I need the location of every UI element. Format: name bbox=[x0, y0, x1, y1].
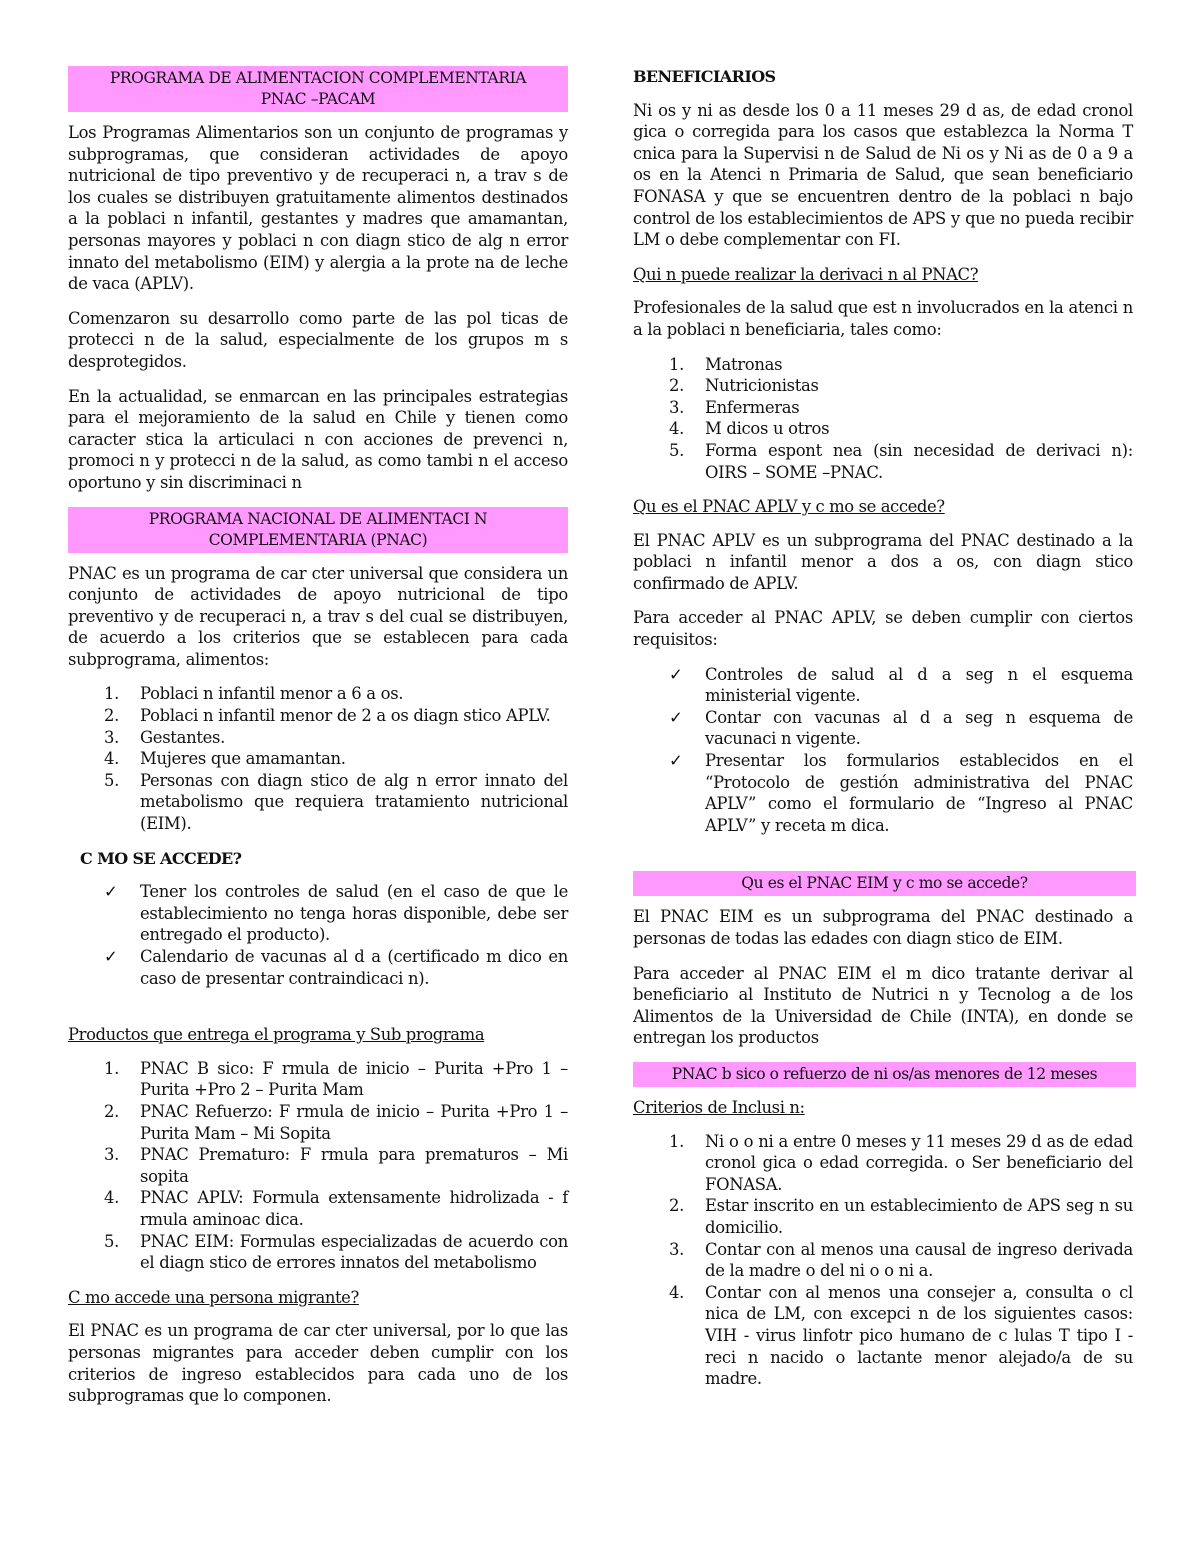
list-item: 2. Nutricionistas bbox=[669, 376, 819, 396]
list-item: 5. Forma espont nea (sin necesidad de derivaci n): OIRS – SOME –PNAC. bbox=[669, 440, 1133, 482]
numbered-list bbox=[68, 683, 568, 834]
section-header-basico: PNAC b sico o refuerzo de ni os/as menores de 12 meses bbox=[633, 1062, 1136, 1087]
list-item: 3. Enfermeras bbox=[669, 397, 800, 417]
check-icon: ✓ bbox=[104, 947, 118, 966]
list-item: 3. Gestantes. bbox=[104, 727, 226, 747]
check-icon: ✓ bbox=[669, 664, 683, 684]
header-line: PROGRAMA DE ALIMENTACION COMPLEMENTARIA bbox=[109, 69, 527, 87]
paragraph: El PNAC es un programa de car cter universal, por lo que las personas migrantes para acceder deben cumplir con los criterios de ingreso establecidos para cada uno de los subprogramas que lo componen. bbox=[68, 1321, 568, 1406]
numbered-list bbox=[633, 1131, 1133, 1390]
check-list bbox=[633, 664, 1133, 837]
heading-como-se-accede: C MO SE ACCEDE? bbox=[80, 848, 242, 868]
check-icon: ✓ bbox=[669, 751, 683, 771]
paragraph: El PNAC APLV es un subprograma del PNAC destinado a la poblaci n infantil menor a dos a os, con diagn stico confirmado de APLV. bbox=[633, 530, 1133, 593]
paragraph: PNAC es un programa de car cter universal que considera un conjunto de actividades de apoyo nutricional de tipo preventivo y de recuperaci n, a trav s del cual se distribuyen, de acuerdo a los criterios que se establecen para cada subprograma, alimentos: bbox=[68, 563, 568, 669]
list-item: 5. Personas con diagn stico de alg n error innato del metabolismo que requiera tratamiento nutricional (EIM). bbox=[104, 770, 568, 834]
heading-quien-deriva: Qui n puede realizar la derivaci n al PNAC? bbox=[633, 264, 979, 284]
list-item: 3. Contar con al menos una causal de ingreso derivada de la madre o del ni o o ni a. bbox=[669, 1239, 1133, 1281]
list-item: 2. PNAC Refuerzo: F rmula de inicio – Purita +Pro 1 – Purita Mam – Mi Sopita bbox=[104, 1101, 568, 1143]
paragraph: Para acceder al PNAC EIM el m dico tratante derivar al beneficiario al Instituto de Nutrici n y Tecnolog a de los Alimentos de la Universidad de Chile (INTA), en donde se entregan los productos bbox=[633, 963, 1133, 1048]
check-icon: ✓ bbox=[669, 707, 683, 727]
list-item: ✓ Controles de salud al d a seg n el esquema ministerial vigente. bbox=[669, 664, 1133, 706]
section-header-eim: Qu es el PNAC EIM y c mo se accede? bbox=[633, 871, 1136, 896]
paragraph: Los Programas Alimentarios son un conjunto de programas y subprogramas, que consideran actividades de apoyo nutricional de tipo preventivo y de recuperaci n, a trav s de los cuales se distribuyen gratuitamente alimentos destinados a la poblaci n infantil, gestantes y madres que amamantan, personas mayores y poblaci n con diagn stico de alg n error innato del metabolismo (EIM) y alergia a la prote na de leche de vaca (APLV). bbox=[68, 123, 568, 294]
paragraph: En la actualidad, se enmarcan en las principales estrategias para el mejoramiento de la salud en Chile y tienen como caracter stica la articulaci n con acciones de prevenci n, promoci n y protecci n de la salud, as como tambi n el acceso oportuno y sin discriminaci n bbox=[68, 386, 568, 492]
header-line: COMPLEMENTARIA (PNAC) bbox=[208, 530, 428, 549]
paragraph: Comenzaron su desarrollo como parte de las pol ticas de protecci n de la salud, especialmente de los grupos m s desprotegidos. bbox=[68, 308, 568, 371]
left-column bbox=[68, 66, 568, 1420]
list-item: 3. PNAC Prematuro: F rmula para prematuros – Mi sopita bbox=[104, 1145, 568, 1186]
heading-migrante: C mo accede una persona migrante? bbox=[68, 1287, 359, 1307]
check-icon: ✓ bbox=[104, 882, 118, 902]
paragraph: Profesionales de la salud que est n involucrados en la atenci n a la poblaci n beneficiaria, tales como: bbox=[633, 298, 1133, 339]
list-item: 1. Poblaci n infantil menor a 6 a os. bbox=[104, 684, 404, 704]
paragraph: El PNAC EIM es un subprograma del PNAC destinado a personas de todas las edades con diagn stico de EIM. bbox=[633, 907, 1133, 948]
list-item: ✓ Calendario de vacunas al d a (certificado m dico en caso de presentar contraindicaci n). bbox=[104, 947, 568, 988]
section-header-pnac bbox=[68, 507, 568, 553]
list-item: ✓ Contar con vacunas al d a seg n esquema de vacunaci n vigente. bbox=[669, 707, 1133, 749]
heading-beneficiarios: BENEFICIARIOS bbox=[633, 67, 776, 86]
list-item: 4. PNAC APLV: Formula extensamente hidrolizada - f rmula aminoac dica. bbox=[104, 1188, 568, 1229]
list-item: ✓ Presentar los formularios establecidos en el “Protocolo de gestión administrativa del PNAC APLV” como el formulario de “Ingreso al PNAC APLV” y receta m dica. bbox=[669, 751, 1133, 835]
list-item: 4. Mujeres que amamantan. bbox=[104, 749, 346, 769]
paragraph: Ni os y ni as desde los 0 a 11 meses 29 d as, de edad cronol gica o corregida para los casos que establezca la Norma T cnica para la Supervisi n de Salud de Ni os y Ni as de 0 a 9 a os en la Atenci n Primaria de Salud, que sean beneficiario FONASA y que se encuentren dentro de la poblaci n bajo control de los establecimientos de APS y que no pueda recibir LM o debe complementar con FI. bbox=[633, 100, 1133, 250]
numbered-list bbox=[633, 354, 1133, 484]
list-item: 1. Matronas bbox=[669, 354, 783, 374]
heading-criterios: Criterios de Inclusi n: bbox=[633, 1097, 805, 1117]
section-header-pacam bbox=[68, 66, 568, 112]
header-line: PNAC –PACAM bbox=[260, 90, 376, 108]
list-item: 2. Estar inscrito en un establecimiento de APS seg n su domicilio. bbox=[669, 1196, 1133, 1237]
check-list bbox=[68, 881, 568, 989]
list-item: 5. PNAC EIM: Formulas especializadas de acuerdo con el diagn stico de errores innatos del metabolismo bbox=[104, 1231, 568, 1273]
list-item: 1. PNAC B sico: F rmula de inicio – Purita +Pro 1 – Purita +Pro 2 – Purita Mam bbox=[104, 1058, 568, 1100]
heading-productos: Productos que entrega el programa y Sub programa bbox=[68, 1025, 485, 1045]
list-item: 4. Contar con al menos una consejer a, consulta o cl nica de LM, con excepci n de los siguientes casos: VIH - virus linfotr pico humano de c lulas T tipo I - reci n nacido o lactante menor alejado/a de su madre. bbox=[669, 1282, 1133, 1389]
right-column bbox=[633, 66, 1133, 1403]
list-item: 2. Poblaci n infantil menor de 2 a os diagn stico APLV. bbox=[104, 706, 551, 726]
list-item: ✓ Tener los controles de salud (en el caso de que le establecimiento no tenga horas disponible, debe ser entregado el producto). bbox=[104, 882, 568, 945]
header-line: PROGRAMA NACIONAL DE ALIMENTACI N bbox=[148, 509, 488, 528]
heading-pnac-aplv: Qu es el PNAC APLV y c mo se accede? bbox=[633, 497, 945, 517]
numbered-list bbox=[68, 1058, 568, 1274]
list-item: 1. Ni o o ni a entre 0 meses y 11 meses 29 d as de edad cronol gica o edad corregida. o Ser beneficiario del FONASA. bbox=[669, 1131, 1133, 1194]
paragraph: Para acceder al PNAC APLV, se deben cumplir con ciertos requisitos: bbox=[633, 608, 1133, 650]
list-item: 4. M dicos u otros bbox=[669, 419, 830, 439]
